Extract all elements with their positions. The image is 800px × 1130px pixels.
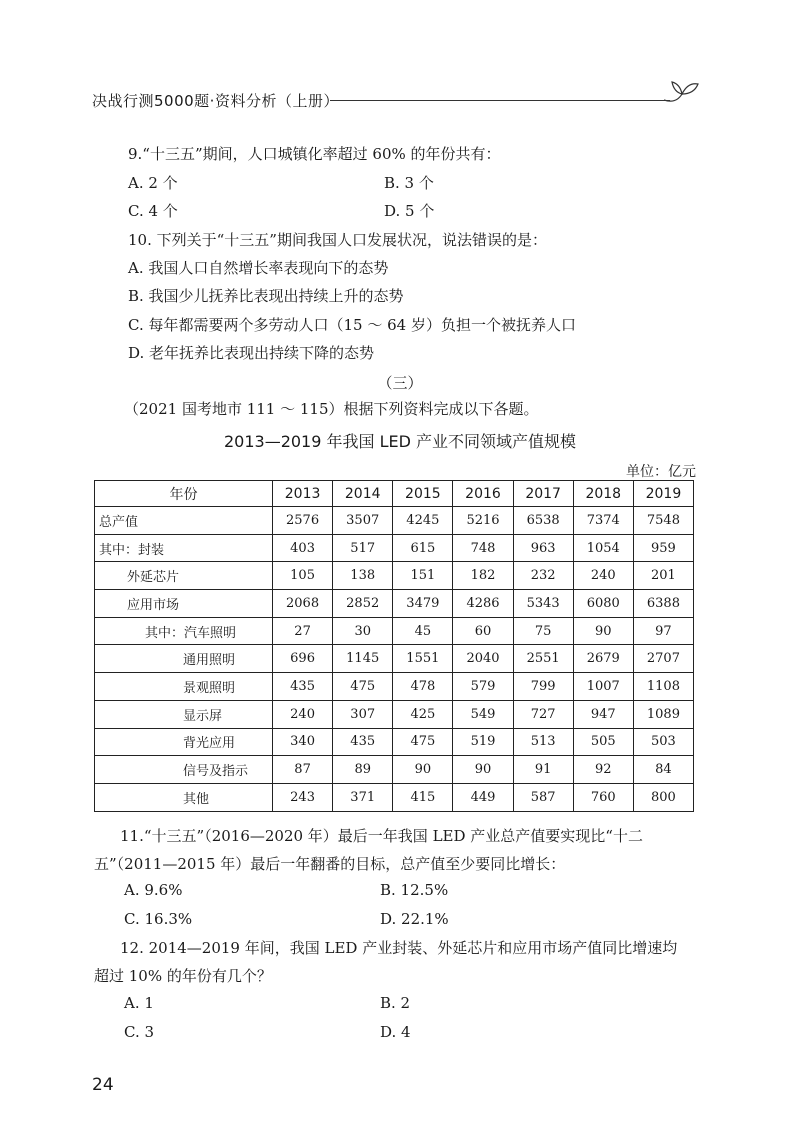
table-cell: 90 [453, 756, 513, 784]
table-row [95, 645, 694, 673]
q11-stem-line2: 五”（2011—2015 年）最后一年翻番的目标，总产值至少要同比增长： [94, 855, 566, 873]
table-cell: 478 [393, 673, 453, 701]
table-cell: 182 [453, 562, 513, 590]
table-cell: 89 [333, 756, 393, 784]
q12-stem-line1: 12. 2014—2019 年间，我国 LED 产业封装、外延芯片和应用市场产值同比增速均 [120, 939, 678, 957]
table-cell: 97 [633, 617, 693, 645]
header-cell: 2015 [393, 481, 453, 507]
table-cell: 517 [333, 534, 393, 562]
table-cell: 6080 [573, 590, 633, 618]
table-cell: 4245 [393, 507, 453, 535]
table-cell: 947 [573, 700, 633, 728]
table-cell: 403 [273, 534, 333, 562]
table-cell: 307 [333, 700, 393, 728]
header-cell: 2017 [513, 481, 573, 507]
table-cell: 1551 [393, 645, 453, 673]
table-cell: 3479 [393, 590, 453, 618]
table-cell: 1054 [573, 534, 633, 562]
table-cell: 435 [333, 728, 393, 756]
section-intro: （2021 国考地市 111 ～ 115）根据下列资料完成以下各题。 [124, 400, 539, 418]
table-cell: 87 [273, 756, 333, 784]
table-cell: 6538 [513, 507, 573, 535]
table-cell: 90 [573, 617, 633, 645]
q11-option-d: D. 22.1% [380, 910, 449, 928]
row-label: 显示屏 [95, 700, 273, 728]
table-cell: 1108 [633, 673, 693, 701]
table-cell: 435 [273, 673, 333, 701]
q10-option-c: C. 每年都需要两个多劳动人口（15 ～ 64 岁）负担一个被抚养人口 [128, 316, 576, 334]
table-row [95, 756, 694, 784]
table-cell: 449 [453, 783, 513, 811]
table-cell: 963 [513, 534, 573, 562]
table-unit: 单位：亿元 [626, 464, 696, 480]
table-cell: 799 [513, 673, 573, 701]
table-cell: 475 [393, 728, 453, 756]
q9-stem: 9.“十三五”期间，人口城镇化率超过 60% 的年份共有： [128, 145, 501, 163]
table-cell: 2576 [273, 507, 333, 535]
q12-option-a: A. 1 [124, 994, 154, 1012]
table-cell: 2852 [333, 590, 393, 618]
header-cell: 2013 [273, 481, 333, 507]
q9-option-a: A. 2 个 [128, 174, 178, 192]
table-cell: 727 [513, 700, 573, 728]
table-header-row [95, 481, 694, 507]
table-row [95, 700, 694, 728]
table-cell: 45 [393, 617, 453, 645]
table-cell: 243 [273, 783, 333, 811]
header-divider [330, 100, 670, 101]
q11-option-c: C. 16.3% [124, 910, 193, 928]
table-row [95, 617, 694, 645]
table-cell: 7374 [573, 507, 633, 535]
table-cell: 232 [513, 562, 573, 590]
table-title: 2013—2019 年我国 LED 产业不同领域产值规模 [223, 432, 577, 451]
table-cell: 2551 [513, 645, 573, 673]
table-cell: 513 [513, 728, 573, 756]
sprout-icon [662, 76, 702, 106]
table-cell: 151 [393, 562, 453, 590]
table-cell: 549 [453, 700, 513, 728]
table-cell: 75 [513, 617, 573, 645]
row-label: 通用照明 [95, 645, 273, 673]
table-cell: 505 [573, 728, 633, 756]
q12-option-b: B. 2 [380, 994, 411, 1012]
table-row [95, 590, 694, 618]
q9-option-c: C. 4 个 [128, 202, 178, 220]
row-label: 总产值 [95, 507, 273, 535]
table-cell: 7548 [633, 507, 693, 535]
table-cell: 2707 [633, 645, 693, 673]
led-output-table [94, 480, 694, 812]
table-cell: 475 [333, 673, 393, 701]
table-cell: 91 [513, 756, 573, 784]
section-number: （三） [377, 374, 423, 392]
header-cell: 2014 [333, 481, 393, 507]
row-label: 景观照明 [95, 673, 273, 701]
q10-option-d: D. 老年抚养比表现出持续下降的态势 [128, 344, 375, 362]
table-cell: 201 [633, 562, 693, 590]
table-cell: 800 [633, 783, 693, 811]
q10-option-a: A. 我国人口自然增长率表现向下的态势 [128, 259, 389, 277]
table-cell: 2068 [273, 590, 333, 618]
header-cell: 2018 [573, 481, 633, 507]
table-row [95, 673, 694, 701]
row-label: 背光应用 [95, 728, 273, 756]
header-cell: 2016 [453, 481, 513, 507]
table-cell: 760 [573, 783, 633, 811]
table-cell: 696 [273, 645, 333, 673]
table-cell: 27 [273, 617, 333, 645]
q11-option-a: A. 9.6% [124, 881, 183, 899]
table-cell: 415 [393, 783, 453, 811]
row-label: 其中：汽车照明 [95, 617, 273, 645]
table-cell: 4286 [453, 590, 513, 618]
row-label: 应用市场 [95, 590, 273, 618]
table-cell: 30 [333, 617, 393, 645]
page-number: 24 [92, 1075, 114, 1095]
q9-option-b: B. 3 个 [384, 174, 434, 192]
table-cell: 579 [453, 673, 513, 701]
q12-option-c: C. 3 [124, 1023, 155, 1041]
row-label: 信号及指示 [95, 756, 273, 784]
running-header-title: 决战行测5000题·资料分析（上册） [92, 92, 339, 110]
q10-stem: 10. 下列关于“十三五”期间我国人口发展状况，说法错误的是： [128, 231, 547, 249]
table-row [95, 562, 694, 590]
table-row [95, 783, 694, 811]
q11-stem-line1: 11.“十三五”（2016—2020 年）最后一年我国 LED 产业总产值要实现比“十二 [120, 827, 643, 845]
row-label: 其中：封装 [95, 534, 273, 562]
table-cell: 1007 [573, 673, 633, 701]
table-cell: 519 [453, 728, 513, 756]
table-cell: 60 [453, 617, 513, 645]
q12-option-d: D. 4 [380, 1023, 411, 1041]
table-row [95, 507, 694, 535]
table-cell: 240 [273, 700, 333, 728]
table-cell: 425 [393, 700, 453, 728]
table-row [95, 728, 694, 756]
table-cell: 6388 [633, 590, 693, 618]
table-row [95, 534, 694, 562]
q12-stem-line2: 超过 10% 的年份有几个？ [94, 967, 272, 985]
table-cell: 92 [573, 756, 633, 784]
table-cell: 959 [633, 534, 693, 562]
q9-option-d: D. 5 个 [384, 202, 435, 220]
row-label: 其他 [95, 783, 273, 811]
table-cell: 3507 [333, 507, 393, 535]
table-cell: 1089 [633, 700, 693, 728]
row-label: 外延芯片 [95, 562, 273, 590]
table-cell: 2679 [573, 645, 633, 673]
q11-option-b: B. 12.5% [380, 881, 449, 899]
table-cell: 340 [273, 728, 333, 756]
header-cell-year: 年份 [95, 481, 273, 507]
table-cell: 84 [633, 756, 693, 784]
table-cell: 587 [513, 783, 573, 811]
table-cell: 1145 [333, 645, 393, 673]
q10-option-b: B. 我国少儿抚养比表现出持续上升的态势 [128, 287, 404, 305]
table-cell: 2040 [453, 645, 513, 673]
table-cell: 5343 [513, 590, 573, 618]
header-cell: 2019 [633, 481, 693, 507]
table-cell: 240 [573, 562, 633, 590]
table-cell: 503 [633, 728, 693, 756]
table-cell: 105 [273, 562, 333, 590]
table-cell: 615 [393, 534, 453, 562]
table-cell: 5216 [453, 507, 513, 535]
table-cell: 138 [333, 562, 393, 590]
table-cell: 748 [453, 534, 513, 562]
table-cell: 371 [333, 783, 393, 811]
table-cell: 90 [393, 756, 453, 784]
